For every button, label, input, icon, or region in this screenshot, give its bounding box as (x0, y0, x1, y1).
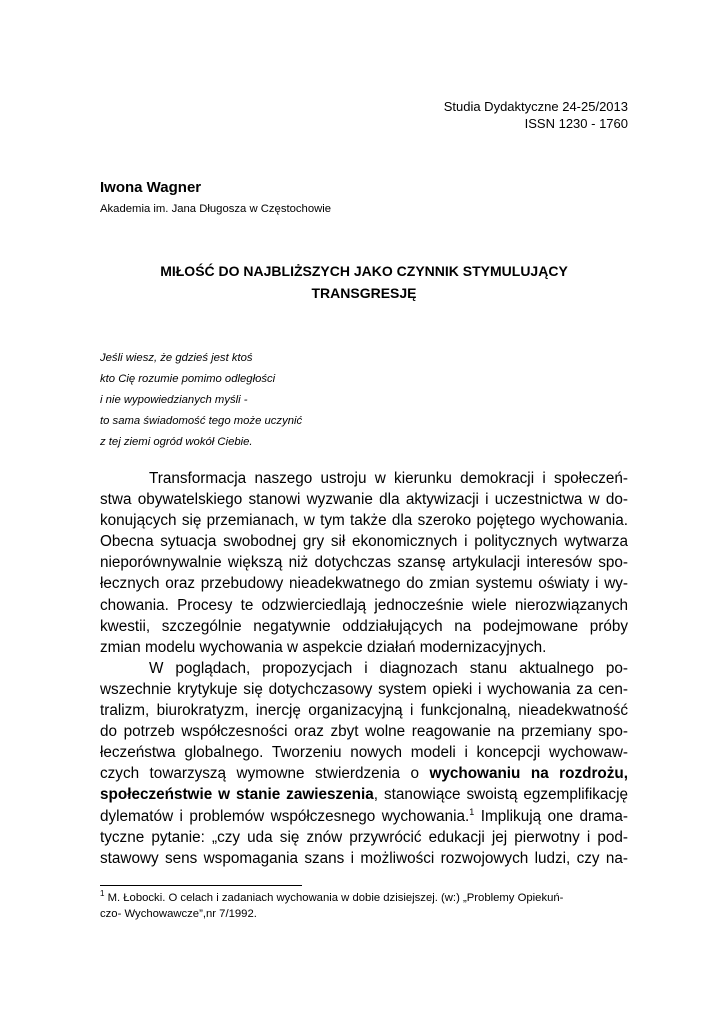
footnote-text: M. Łobocki. O celach i zadaniach wychowania w dobie dzisiejszej. (w:) „Problemy Opiekuń- (104, 892, 564, 904)
body-line: łecznych oraz przebudowy nieadekwatnego do zmian systemu oświaty i wy- (100, 575, 628, 593)
body-line: wszechnie krytykuje się dotychczasowy system opieki i wychowania za cen- (100, 680, 628, 698)
body-line (100, 763, 628, 784)
body-text-span: czych towarzyszą wymowne stwierdzenia o (100, 765, 430, 783)
body-line: tralizm, biurokratyzm, inercję organizacyjną i funkcjonalną, nieadekwatność (100, 702, 628, 720)
body-line: chowania. Procesy te odzwierciedlają jednocześnie wiele nierozwiązanych (100, 596, 628, 614)
title-line-1: MIŁOŚĆ DO NAJBLIŻSZYCH JAKO CZYNNIK STYMULUJĄCY (160, 263, 568, 279)
body-line: Transformacja naszego ustroju w kierunku demokracji i społeczeń- (149, 470, 628, 487)
body-line: konujących się przemianach, w tym także dla szeroko pojętego wychowania. (100, 512, 628, 530)
body-line: nieporównywalnie większą niż dotychczas szansę artykulacji interesów spo- (100, 554, 628, 572)
body-line: stawowy sens wspomagania szans i możliwości rozwojowych ludzi, czy na- (100, 849, 628, 867)
body-line: tyczne pytanie: „czy uda się znów przywrócić edukacji jej pierwotny i pod- (100, 828, 628, 846)
epigraph-line: i nie wypowiedzianych myśli - (100, 394, 248, 406)
epigraph (100, 348, 302, 453)
footnote-reference[interactable]: 1 (469, 806, 475, 817)
body-line: stwa obywatelskiego stanowi wyzwanie dla aktywizacji i uczestnictwa w do- (100, 491, 628, 509)
epigraph-line: kto Cię rozumie pomimo odległości (100, 373, 276, 385)
body-line: Obecna sytuacja swobodnej gry sił ekonomicznych i politycznych wytwarza (100, 533, 628, 551)
issn: ISSN 1230 - 1760 (524, 116, 628, 131)
body-line (100, 806, 628, 827)
author-name: Iwona Wagner (100, 179, 202, 196)
body-line: do potrzeb współczesności oraz zbyt wolne reagowanie na przemiany spo- (100, 723, 628, 741)
body-line: łeczeństwa globalnego. Tworzeniu nowych modeli i koncepcji wychowaw- (100, 744, 628, 762)
title-line-2: TRANSGRESJĘ (311, 285, 417, 301)
body-text-span: , stanowiące swoistą egzemplifikację (373, 786, 628, 804)
emphasis-phrase: wychowaniu na rozdrożu, (429, 765, 628, 783)
journal-header (444, 98, 628, 132)
journal-name: Studia Dydaktyczne 24-25/2013 (443, 99, 628, 114)
body-line: kwestii, szczególnie negatywnie oddziałujących na podejmowane próby (100, 617, 628, 635)
body-text-span: Implikują one drama- (474, 807, 628, 825)
body-text (100, 468, 628, 869)
emphasis-phrase: społeczeństwie w stanie zawieszenia (100, 786, 374, 804)
body-line: W poglądach, propozycjach i diagnozach stanu aktualnego po- (149, 659, 628, 677)
footnote-mark: 1 (100, 889, 105, 899)
footnote-line (100, 890, 628, 906)
author-affiliation: Akademia im. Jana Długosza w Częstochowie (100, 203, 332, 215)
body-text-span: dylematów i problemów współczesnego wychowania. (100, 807, 470, 825)
footnote-divider (100, 885, 302, 886)
article-title (100, 260, 628, 304)
footnote (100, 890, 628, 922)
body-line: zmian modelu wychowania w aspekcie działań modernizacyjnych. (100, 638, 547, 656)
epigraph-line: to sama świadomość tego może uczynić (100, 415, 303, 427)
footnote-line: czo- Wychowawcze”,nr 7/1992. (100, 908, 257, 920)
epigraph-line: z tej ziemi ogród wokół Ciebie. (100, 436, 253, 448)
body-line (100, 784, 628, 805)
epigraph-line: Jeśli wiesz, że gdzieś jest ktoś (100, 352, 253, 364)
